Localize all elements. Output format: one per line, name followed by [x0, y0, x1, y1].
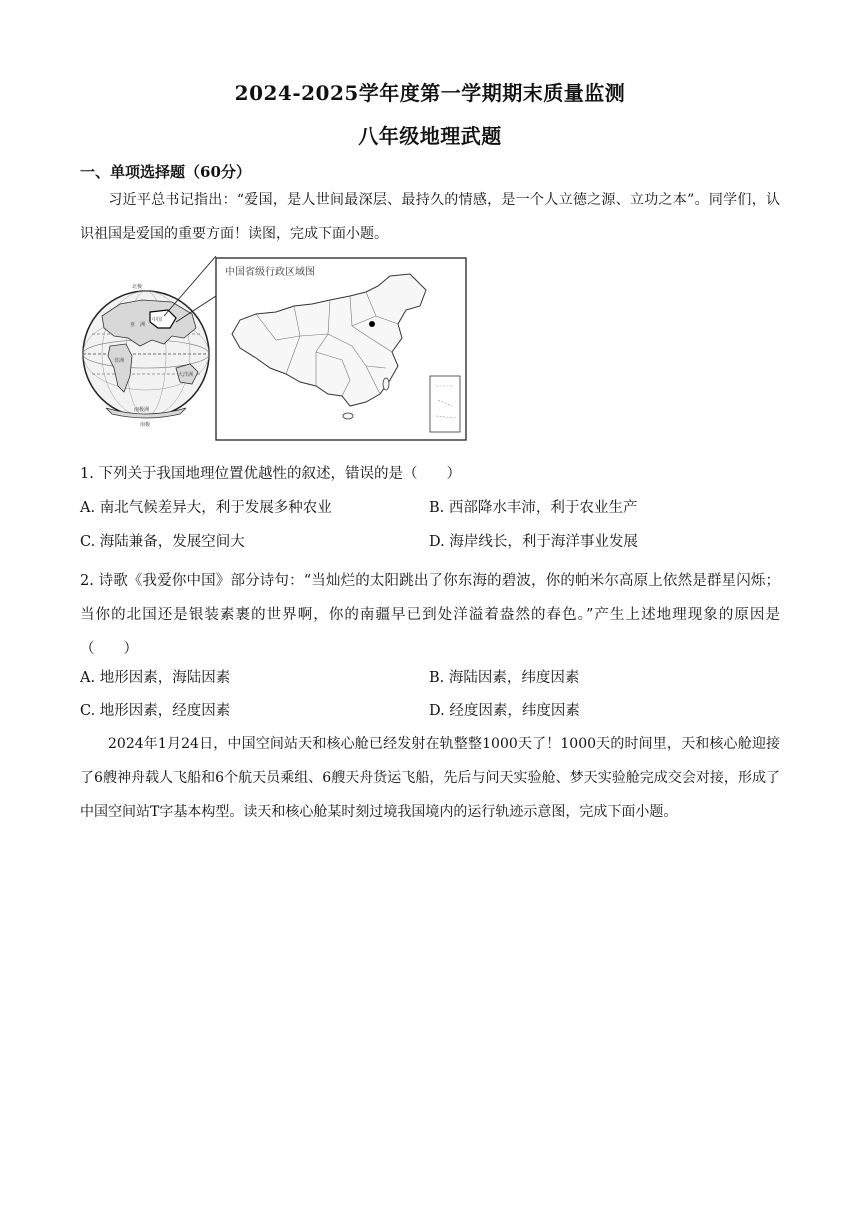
question-1-option-c[interactable]: C. 海陆兼备，发展空间大 — [80, 534, 245, 550]
map-figure — [80, 256, 470, 442]
question-1-option-d[interactable]: D. 海岸线长，利于海洋事业发展 — [429, 534, 638, 550]
question-2-option-c[interactable]: C. 地形因素，经度因素 — [80, 703, 231, 719]
south-sea-inset — [430, 376, 460, 432]
question-2-stem: 2. 诗歌《我爱你中国》部分诗句：“当灿烂的太阳跳出了你东海的碧波，你的帕米尔高原上依然是群星闪烁；当你的北国还是银装素裹的世界啊，你的南疆早已到处洋溢着盎然的春色。”产生上述地理现象的原因是（ ） — [80, 573, 780, 657]
svg-text:南极洲: 南极洲 — [134, 407, 150, 413]
question-1-stem: 1. 下列关于我国地理位置优越性的叙述，错误的是（ ） — [80, 466, 461, 482]
map-title: 中国省级行政区域图 — [225, 267, 315, 278]
intro-paragraph — [80, 183, 780, 251]
page-title: 2024-2025学年度第一学期期末质量监测 — [234, 81, 626, 105]
question-1-option-b[interactable]: B. 西部降水丰沛，利于农业生产 — [429, 500, 638, 516]
svg-text:中国: 中国 — [152, 317, 163, 323]
svg-text:亚 洲: 亚 洲 — [130, 322, 146, 328]
capital-dot — [369, 321, 375, 327]
section-heading: 一、单项选择题（60分） — [80, 163, 251, 181]
space-station-paragraph — [80, 727, 780, 829]
globe-illustration — [83, 283, 209, 428]
china-province-map — [216, 258, 466, 440]
svg-text:大洋洲: 大洋洲 — [178, 372, 194, 378]
svg-text:非洲: 非洲 — [114, 358, 125, 364]
question-1-option-a[interactable]: A. 南北气候差异大，利于发展多种农业 — [80, 500, 332, 516]
question-2-option-b[interactable]: B. 海陆因素，纬度因素 — [429, 670, 580, 686]
svg-text:北极: 北极 — [132, 284, 143, 290]
space-station-text: 2024年1月24日，中国空间站天和核心舱已经发射在轨整整1000天了！1000天的时间里，天和核心舱迎接了6艘神舟载人飞船和6个航天员乘组、6艘天舟货运飞船，先后与问天实验舱、梦天实验舱完成交会对接，形成了中国空间站T字基本构型。读天和核心舱某时刻过境我国境内的运行轨迹示意图，完成下面小题。 — [80, 736, 780, 820]
page-subtitle: 八年级地理武题 — [358, 124, 502, 148]
question-2-option-a[interactable]: A. 地形因素，海陆因素 — [80, 670, 231, 686]
intro-text: 习近平总书记指出：“爱国，是人世间最深层、最持久的情感，是一个人立德之源、立功之本”。同学们，认识祖国是爱国的重要方面！读图，完成下面小题。 — [80, 192, 780, 242]
svg-text:南极: 南极 — [140, 422, 151, 428]
question-2-option-d[interactable]: D. 经度因素，纬度因素 — [429, 703, 580, 719]
